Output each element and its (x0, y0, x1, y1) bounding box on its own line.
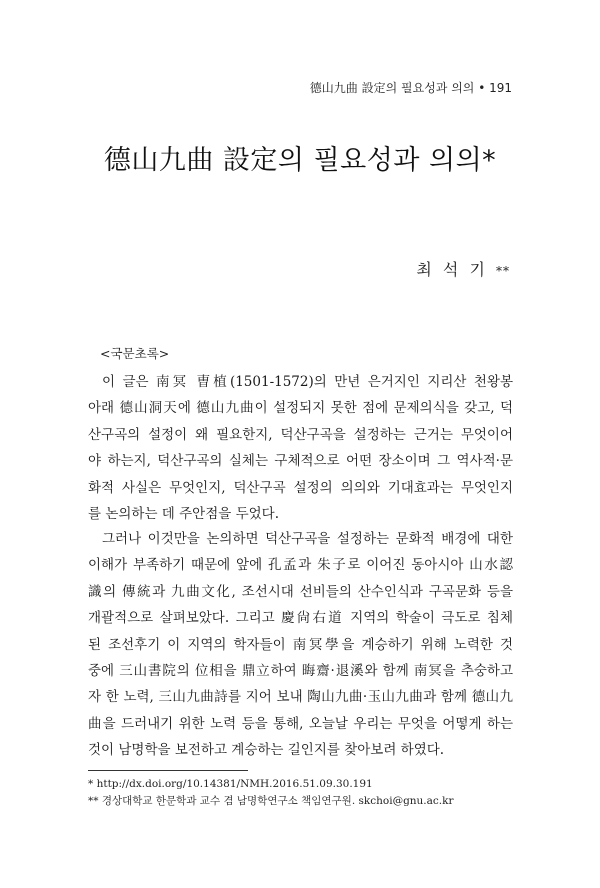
paragraph-line: 이해가 부족하기 때문에 앞에 孔孟과 朱子로 이어진 동아시아 山水認 (88, 557, 513, 574)
author (416, 257, 510, 280)
paragraph-line: 된 조선후기 이 지역의 학자들이 南冥學을 계승하기 위해 노력한 것 (88, 636, 513, 653)
footnotes (88, 776, 518, 810)
paragraph-line: 야 하는지, 덕산구곡의 실체는 구체적으로 어떤 장소이며 그 역사적·문 (88, 453, 513, 470)
paragraph-line: 화적 사실은 무엇인지, 덕산구곡 설정의 의의와 기대효과는 무엇인지 (88, 479, 513, 496)
footnote-divider (88, 770, 248, 771)
abstract-paragraph-2 (88, 526, 513, 764)
abstract-label: <국문초록> (100, 346, 170, 361)
paragraph-line: 중에 三山書院의 位相을 鼎立하여 晦齋·退溪와 함께 南冥을 추숭하고 (88, 662, 513, 679)
footnote-author-affiliation: ** 경상대학교 한문학과 교수 겸 남명학연구소 책임연구원. skchoi@gnu.ac.kr (88, 795, 454, 807)
running-header: 德山九曲 設定의 필요성과 의의 • 191 (309, 81, 512, 95)
article-title: 德山九曲 設定의 필요성과 의의* (103, 145, 497, 176)
paragraph-line: 識의 傳統과 九曲文化, 조선시대 선비들의 산수인식과 구곡문화 등을 (88, 583, 513, 600)
paragraph-line: 를 논의하는 데 주안점을 두었다. (88, 505, 279, 522)
paragraph-line: 자 한 노력, 三山九曲詩를 지어 보내 陶山九曲·玉山九曲과 함께 德山九 (88, 689, 513, 706)
paragraph-line: 산구곡의 설정이 왜 필요한지, 덕산구곡을 설정하는 근거는 무엇이어 (88, 426, 513, 443)
author-name: 최 석 기 (416, 260, 488, 279)
paragraph-line: 曲을 드러내기 위한 노력 등을 통해, 오늘날 우리는 무엇을 어떻게 하는 (88, 715, 513, 732)
footnote-doi: * http://dx.doi.org/10.14381/NMH.2016.51.09.30.191 (88, 778, 373, 790)
author-footnote-mark: ** (496, 264, 510, 278)
abstract-paragraph-1 (88, 369, 513, 527)
paragraph-line: 이 글은 南冥 曺植(1501-1572)의 만년 은거지인 지리산 천왕봉 (102, 374, 513, 390)
paragraph-line: 것이 남명학을 보전하고 계승하는 길인지를 찾아보려 하였다. (88, 742, 445, 759)
paragraph-line: 그러나 이것만을 논의하면 덕산구곡을 설정하는 문화적 배경에 대한 (102, 531, 513, 547)
paragraph-line: 개괄적으로 살펴보았다. 그리고 慶尙右道 지역의 학술이 극도로 침체 (88, 610, 513, 627)
paragraph-line: 아래 德山洞天에 德山九曲이 설정되지 못한 점에 문제의식을 갖고, 덕 (88, 400, 513, 417)
